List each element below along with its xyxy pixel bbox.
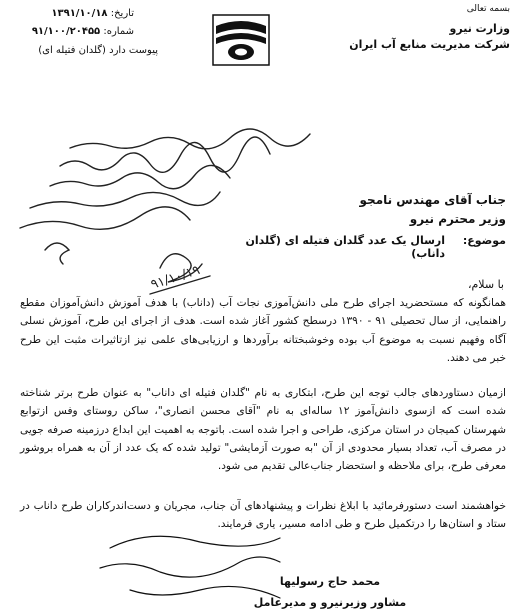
date-value: ۱۳۹۱/۱۰/۱۸ [51,8,108,19]
signer-title: مشاور وزیرنیرو و مدیرعامل [253,596,407,609]
number-value: ۹۱/۱۰۰/۲۰۴۵۵ [31,26,101,37]
handwritten-margin-note [10,118,330,298]
body-paragraph-1: همانگونه که مستحضرید اجرای طرح ملی دانش‌آموزی نجات آب (داناب) با هدف آموزش دانش‌آموزان مقطع راهنمایی، از سال تحصیلی ۹۱ - ۱۳۹۰ درسطح کشور آغاز شده است. هدف از اجرای این طرح، آموزش نسلی آگاه وفهیم نسبت به موضوع آب بوده وخوشبختانه برآوردها و ارزیابی‌های علمی نیز ازتاثیرات مثبت این طرح خبر می دهند. [20,297,506,364]
body-paragraph-3: خواهشمند است دستورفرمائید با ابلاغ نظرات و پیشنهادهای آن جناب، مجریان و دست‌اندرکاران طرح داناب در ستاد و استان‌ها را درتکمیل طرح و طی ادامه مسیر، یاری فرمایند. [20,500,506,531]
attachment-value: (گلدان فتیله ای) [38,45,106,56]
letter-date [8,8,134,19]
basmala: بسمه تعالی [466,4,510,14]
signer-name: محمد حاج رسولیها [279,575,381,588]
body-paragraph-2: ازمیان دستاوردهای جالب توجه این طرح، ابتکاری به نام "گلدان فتیله ای داناب" به عنوان طرح برتر شناخته شده است که ازسوی دانش‌آموز ۱۲ ساله‌ای به نام "آقای محسن انصاری"، ساکن روستای وفس ازتوابع شهرستان کمیجان در استان مرکزی، طراحی و اجرا شده است. باتوجه به اهمیت این ابداع درزمینه صرفه جویی در مصرف آب، تعداد بسیار محدودی از آن "به صورت آزمایشی" تولید شده که یک عدد از آن به همراه بروشور معرفی طرح، برای ملاحظه و استحضار جناب‌عالی تقدیم می شود. [20,387,506,473]
letter-number [8,26,134,37]
date-label: تاریخ: [110,8,134,19]
number-label: شماره: [103,26,134,37]
letter-attachment [8,45,158,56]
handwritten-date: ۹۱/۱۰/۱۹ [149,262,202,293]
addressee-title: وزیر محترم نیرو [409,212,506,226]
subject-label: موضوع: [462,234,506,247]
ministry-name: وزارت نیرو [449,22,510,35]
company-logo-icon [212,14,270,66]
addressee-name: جناب آقای مهندس نامجو [359,193,506,207]
salutation: با سلام، [467,278,504,291]
company-name: شرکت مدیریت منابع آب ایران [349,38,510,51]
subject-text: ارسال یک عدد گلدان فتیله ای (گلدان داناب) [245,234,445,260]
attachment-label: پیوست دارد [109,45,158,56]
